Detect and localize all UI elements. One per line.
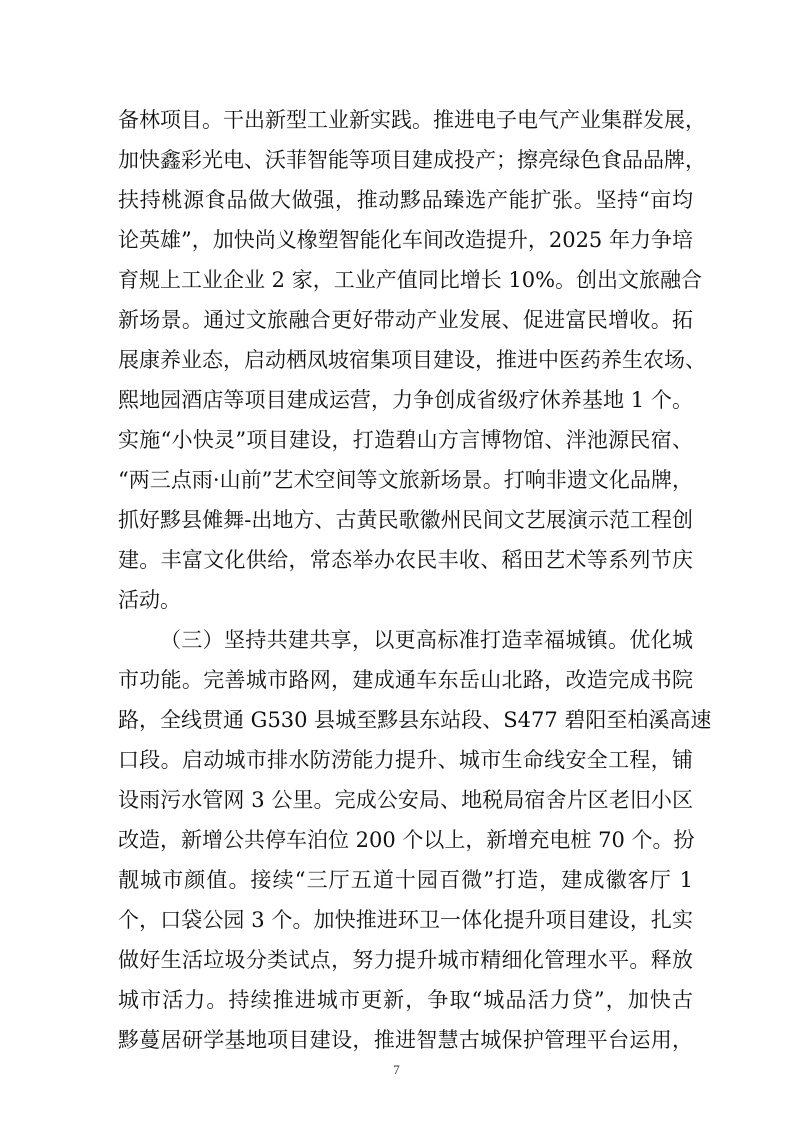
paragraph-line: 城市活力。持续推进城市更新，争取“城品活力贷”，加快古 [118, 988, 693, 1012]
paragraph-line: 做好生活垃圾分类试点，努力提升城市精细化管理水平。释放 [118, 948, 693, 972]
paragraph-line: 展康养业态，启动栖凤坡宿集项目建设，推进中医药养生农场、 [118, 348, 706, 372]
paragraph-line: 改造，新增公共停车泊位 200 个以上，新增充电桩 70 个。扮 [118, 828, 695, 852]
paragraph-line: 备林项目。干出新型工业新实践。推进电子电气产业集群发展， [118, 108, 706, 132]
paragraph-line: 熙地园酒店等项目建成运营，力争创成省级疗休养基地 1 个。 [118, 388, 693, 412]
paragraph-line: 黟蔓居研学基地项目建设，推进智慧古城保护管理平台运用， [118, 1028, 693, 1052]
section-heading-line: （三）坚持共建共享，以更高标准打造幸福城镇。优化城 [160, 628, 693, 652]
paragraph-line: 加快鑫彩光电、沃菲智能等项目建成投产；擦亮绿色食品品牌， [118, 148, 706, 172]
paragraph-line: 扶持桃源食品做大做强，推动黟品臻选产能扩张。坚持“亩均 [118, 188, 693, 212]
paragraph-line: 活动。 [118, 588, 181, 612]
paragraph-line: 实施“小快灵”项目建设，打造碧山方言博物馆、泮池源民宿、 [118, 428, 693, 452]
paragraph-line: 设雨污水管网 3 公里。完成公安局、地税局宿舍片区老旧小区 [118, 788, 693, 812]
paragraph-line: 路，全线贯通 G530 县城至黟县东站段、S477 碧阳至柏溪高速 [118, 708, 712, 732]
paragraph-line: 口段。启动城市排水防涝能力提升、城市生命线安全工程，铺 [118, 748, 693, 772]
paragraph-line: 新场景。通过文旅融合更好带动产业发展、促进富民增收。拓 [118, 308, 693, 332]
paragraph-line: 论英雄”，加快尚义橡塑智能化车间改造提升，2025 年力争培 [118, 228, 693, 252]
paragraph-line: 抓好黟县傩舞-出地方、古黄民歌徽州民间文艺展演示范工程创 [118, 508, 693, 532]
paragraph-line: 个，口袋公园 3 个。加快推进环卫一体化提升项目建设，扎实 [118, 908, 693, 932]
paragraph-line: 靓城市颜值。接续“三厅五道十园百微”打造，建成徽客厅 1 [118, 868, 693, 892]
paragraph-line: 市功能。完善城市路网，建成通车东岳山北路，改造完成书院 [118, 668, 693, 692]
paragraph-line: 建。丰富文化供给，常态举办农民丰收、稻田艺术等系列节庆 [118, 548, 693, 572]
page-number: 7 [393, 1062, 400, 1077]
paragraph-line: “两三点雨·山前”艺术空间等文旅新场景。打响非遗文化品牌， [118, 468, 693, 492]
paragraph-line: 育规上工业企业 2 家，工业产值同比增长 10%。创出文旅融合 [118, 268, 703, 292]
